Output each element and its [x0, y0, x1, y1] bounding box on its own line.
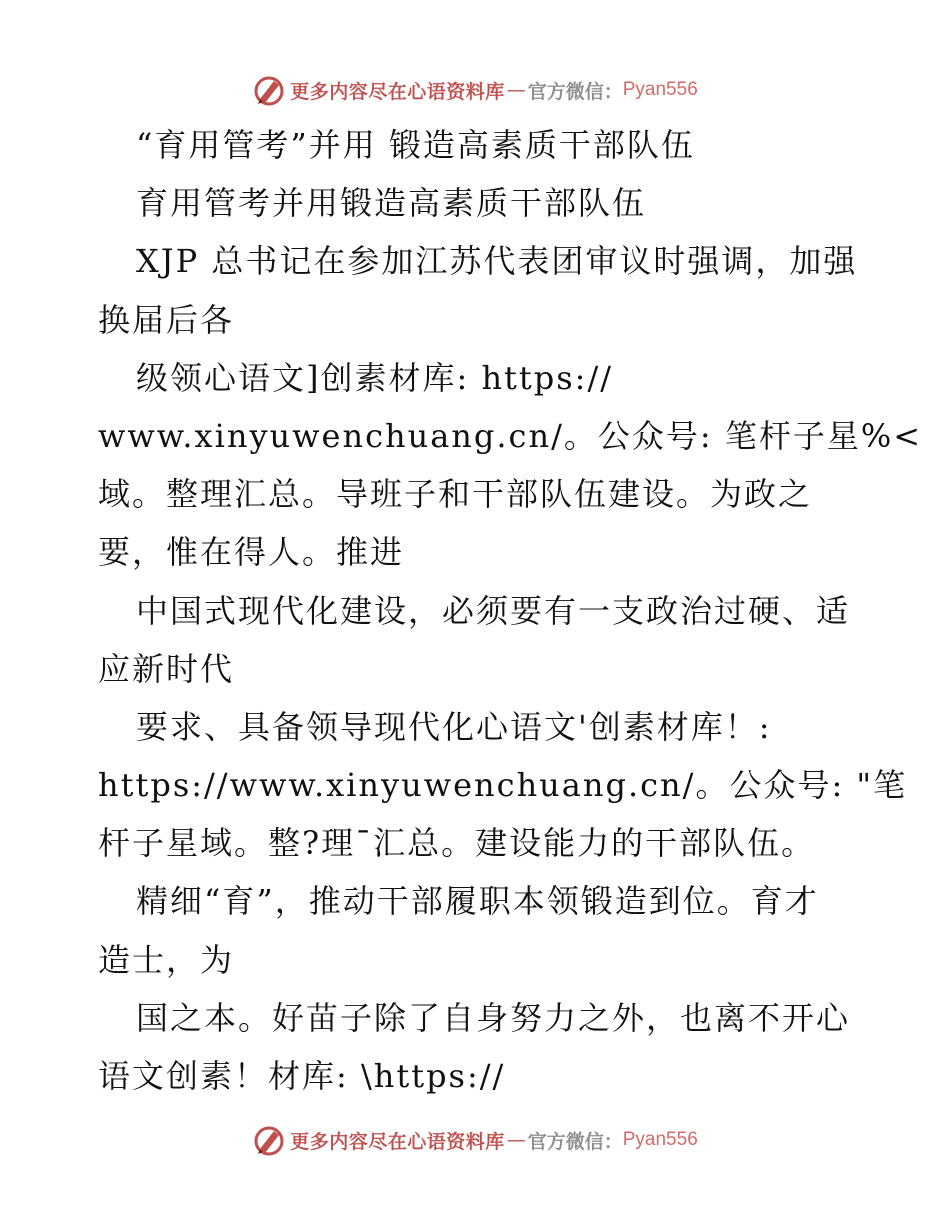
doc-line: 语文创素！材库: \https:// — [98, 1057, 506, 1095]
pen-logo-icon — [252, 73, 286, 107]
banner-dash: — — [506, 1129, 526, 1151]
banner-wechat-id: Pyan556 — [622, 79, 698, 100]
footer-banner — [0, 1120, 950, 1160]
header-banner — [0, 70, 950, 110]
doc-line: 应新时代 — [98, 649, 235, 688]
document-body — [98, 116, 923, 1105]
doc-line: 要，惟在得人。推进 — [98, 533, 405, 572]
doc-line: 换届后各 — [98, 300, 235, 339]
doc-line: 育用管考并用锻造高素质干部队伍 — [136, 184, 647, 223]
banner-dash: — — [506, 79, 526, 101]
banner-text: 更多内容尽在心语资料库 — [290, 80, 505, 103]
pen-logo-icon — [252, 1123, 286, 1157]
doc-line: 杆子星域。整?理¯汇总。建设能力的干部队伍。 — [98, 824, 816, 863]
banner-wechat-label: 官方微信： — [527, 1130, 623, 1153]
doc-line: 级领心语文]创素材库: https:// — [136, 358, 614, 397]
banner-wechat-label: 官方微信： — [527, 80, 623, 103]
doc-line: 精细“育”，推动干部履职本领锻造到位。育才 — [136, 882, 819, 921]
doc-line: 中国式现代化建设，必须要有一支政治过硬、适 — [136, 591, 851, 630]
banner-wechat-id: Pyan556 — [622, 1129, 698, 1150]
doc-line: 造士，为 — [98, 940, 235, 979]
doc-line: https://www.xinyuwenchuang.cn/。公众号: "笔 — [98, 766, 908, 805]
doc-line: XJP 总书记在参加江苏代表团审议时强调，加强 — [136, 242, 858, 281]
doc-line: 国之本。好苗子除了自身努力之外，也离不开心 — [136, 998, 851, 1037]
banner-text: 更多内容尽在心语资料库 — [290, 1130, 505, 1153]
doc-line-title: “育用管考”并用 锻造高素质干部队伍 — [136, 126, 695, 164]
doc-line: www.xinyuwenchuang.cn/。公众号: 笔杆子星%< — [98, 416, 923, 455]
doc-line: 要求、具备领导现代化心语文'创素材库！: — [136, 707, 772, 746]
doc-line: 域。整理汇总。导班子和干部队伍建设。为政之 — [98, 475, 813, 514]
